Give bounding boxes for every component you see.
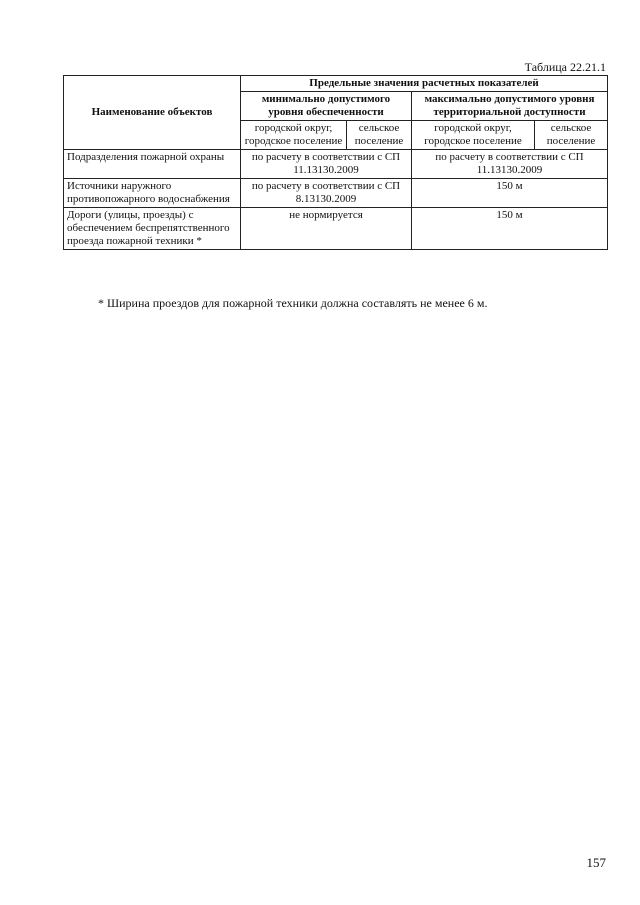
table-caption: Таблица 22.21.1 bbox=[524, 60, 606, 74]
footnote: * Ширина проездов для пожарной техники должна составлять не менее 6 м. bbox=[98, 296, 488, 310]
table-row bbox=[64, 208, 608, 250]
table-row bbox=[64, 179, 608, 208]
header-max-urban: городской округ, городское поселение bbox=[412, 121, 535, 150]
row-min-value: по расчету в соответствии с СП 11.13130.2009 bbox=[241, 150, 412, 179]
row-object-name: Источники наружного противопожарного водоснабжения bbox=[64, 179, 241, 208]
header-min-level: минимально допустимого уровня обеспеченности bbox=[241, 92, 412, 121]
norms-table bbox=[63, 75, 608, 250]
header-max-rural: сельское поселение bbox=[535, 121, 608, 150]
table-row bbox=[64, 150, 608, 179]
row-object-name: Дороги (улицы, проезды) с обеспечением беспрепятственного проезда пожарной техники * bbox=[64, 208, 241, 250]
row-max-value: по расчету в соответствии с СП 11.13130.2009 bbox=[412, 150, 608, 179]
row-object-name: Подразделения пожарной охраны bbox=[64, 150, 241, 179]
header-min-urban: городской округ, городское поселение bbox=[241, 121, 347, 150]
header-object-name: Наименование объектов bbox=[64, 76, 241, 150]
row-max-value: 150 м bbox=[412, 208, 608, 250]
table-header-row bbox=[64, 76, 608, 92]
header-max-level: максимально допустимого уровня территориальной доступности bbox=[412, 92, 608, 121]
page-number: 157 bbox=[586, 855, 606, 870]
header-min-rural: сельское поселение bbox=[347, 121, 412, 150]
row-max-value: 150 м bbox=[412, 179, 608, 208]
row-min-value: не нормируется bbox=[241, 208, 412, 250]
row-min-value: по расчету в соответствии с СП 8.13130.2009 bbox=[241, 179, 412, 208]
header-limit-values: Предельные значения расчетных показателей bbox=[241, 76, 608, 92]
